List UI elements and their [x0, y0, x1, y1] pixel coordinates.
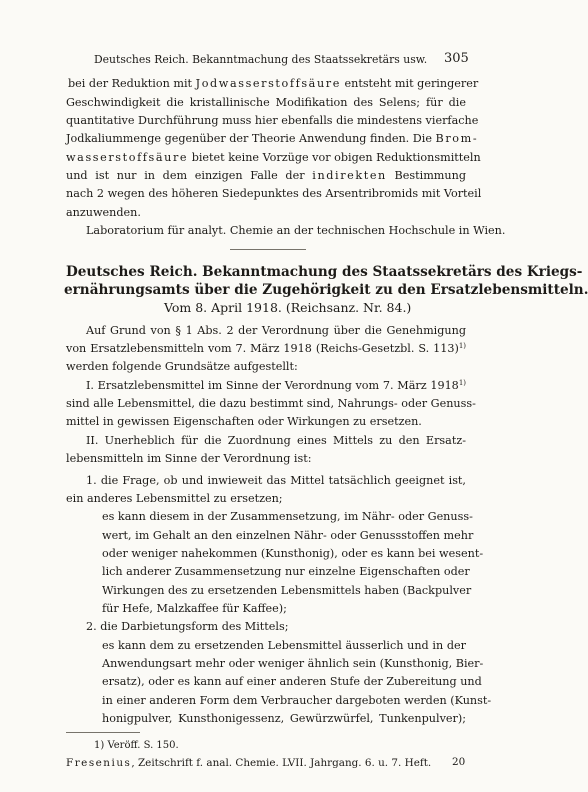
footnote-ref: 1) [458, 379, 466, 387]
article-title-line-1: Deutsches Reich. Bekanntmachung des Staatssekretärs des Kriegs- [66, 264, 583, 280]
intro-line-1: bei der Reduktion mit Jodwasserstoffsäure entsteht mit geringerer [68, 77, 479, 90]
point-1-line-1: 1. die Frage, ob und inwieweit das Mittel tatsächlich geeignet ist, [86, 474, 466, 487]
running-header-title: Deutsches Reich. Bekanntmachung des Staatssekretärs usw. [94, 53, 428, 66]
point-2-explanation-5: honigpulver, Kunsthonigessenz, Gewürzwürfel, Tunkenpulver); [102, 712, 466, 725]
article-title-line-2: ernährungsamts über die Zugehörigkeit zu den Ersatzlebensmitteln. [64, 282, 588, 298]
point-1-explanation-4: lich anderer Zusammensetzung nur einzelne Eigenschaften oder [102, 565, 470, 578]
article-date: Vom 8. April 1918. (Reichsanz. Nr. 84.) [164, 300, 412, 315]
item-1-line-3: mittel in gewissen Eigenschaften oder Wirkungen zu ersetzen. [66, 415, 422, 428]
intro-line-2: Geschwindigkeit die kristallinische Modifikation des Selens; für die [66, 96, 466, 109]
page-number: 305 [444, 51, 469, 66]
item-2-line-2: lebensmitteln im Sinne der Verordnung ist: [66, 452, 312, 465]
intro-line-5: wasserstoffsäure bietet keine Vorzüge vor obigen Reduktionsmitteln [66, 151, 481, 164]
point-1-line-2: ein anderes Lebensmittel zu ersetzen; [66, 492, 283, 505]
point-2-explanation-4: in einer anderen Form dem Verbraucher dargeboten werden (Kunst- [102, 694, 492, 707]
intro-line-4: Jodkaliummenge gegenüber der Theorie Anwendung finden. Die Brom- [66, 132, 479, 145]
journal-footer: Fresenius, Zeitschrift f. anal. Chemie. LVII. Jahrgang. 6. u. 7. Heft. [66, 757, 432, 769]
sheet-number: 20 [452, 756, 466, 768]
point-1-explanation-1: es kann diesem in der Zusammensetzung, im Nähr- oder Genuss- [102, 510, 473, 523]
item-1-line-2: sind alle Lebensmittel, die dazu bestimmt sind, Nahrungs- oder Genuss- [66, 397, 476, 410]
intro-line-8: anzuwenden. [66, 206, 141, 219]
point-2-explanation-1: es kann dem zu ersetzenden Lebensmittel äusserlich und in der [102, 639, 466, 652]
laboratory-affiliation: Laboratorium für analyt. Chemie an der technischen Hochschule in Wien. [86, 224, 506, 237]
paragraph-1-line-3: werden folgende Grundsätze aufgestellt: [66, 360, 298, 373]
footnote: 1) Veröff. S. 150. [94, 740, 179, 751]
intro-line-3: quantitative Durchführung muss hier ebenfalls die mindestens vierfache [66, 114, 479, 127]
point-2-explanation-2: Anwendungsart mehr oder weniger ähnlich sein (Kunsthonig, Bier- [102, 657, 484, 670]
footnote-ref: 1) [458, 342, 466, 350]
section-separator [230, 249, 306, 250]
point-2-line-1: 2. die Darbietungsform des Mittels; [86, 620, 289, 633]
item-2-line-1: II. Unerheblich für die Zuordnung eines Mittels zu den Ersatz- [86, 434, 466, 447]
point-1-explanation-6: für Hefe, Malzkaffee für Kaffee); [102, 602, 287, 615]
paragraph-1-line-1: Auf Grund von § 1 Abs. 2 der Verordnung über die Genehmigung [86, 324, 466, 337]
point-1-explanation-3: oder weniger nahekommen (Kunsthonig), oder es kann bei wesent- [102, 547, 484, 560]
point-1-explanation-5: Wirkungen des zu ersetzenden Lebensmittels haben (Backpulver [102, 584, 472, 597]
point-1-explanation-2: wert, im Gehalt an den einzelnen Nähr- oder Genussstoffen mehr [102, 529, 474, 542]
paragraph-1-line-2: von Ersatzlebensmitteln vom 7. März 1918 (Reichs-Gesetzbl. S. 113)$^{1)}$ [66, 342, 466, 355]
intro-line-7: nach 2 wegen des höheren Siedepunktes des Arsentribromids mit Vorteil [66, 187, 482, 200]
footnote-rule [66, 732, 140, 733]
item-1-line-1: I. Ersatzlebensmittel im Sinne der Verordnung vom 7. März 1918$^{1)}$ [86, 379, 466, 392]
point-2-explanation-3: ersatz), oder es kann auf einer anderen Stufe der Zubereitung und [102, 675, 482, 688]
intro-line-6: und ist nur in dem einzigen Falle der indirekten Bestimmung [66, 169, 466, 182]
